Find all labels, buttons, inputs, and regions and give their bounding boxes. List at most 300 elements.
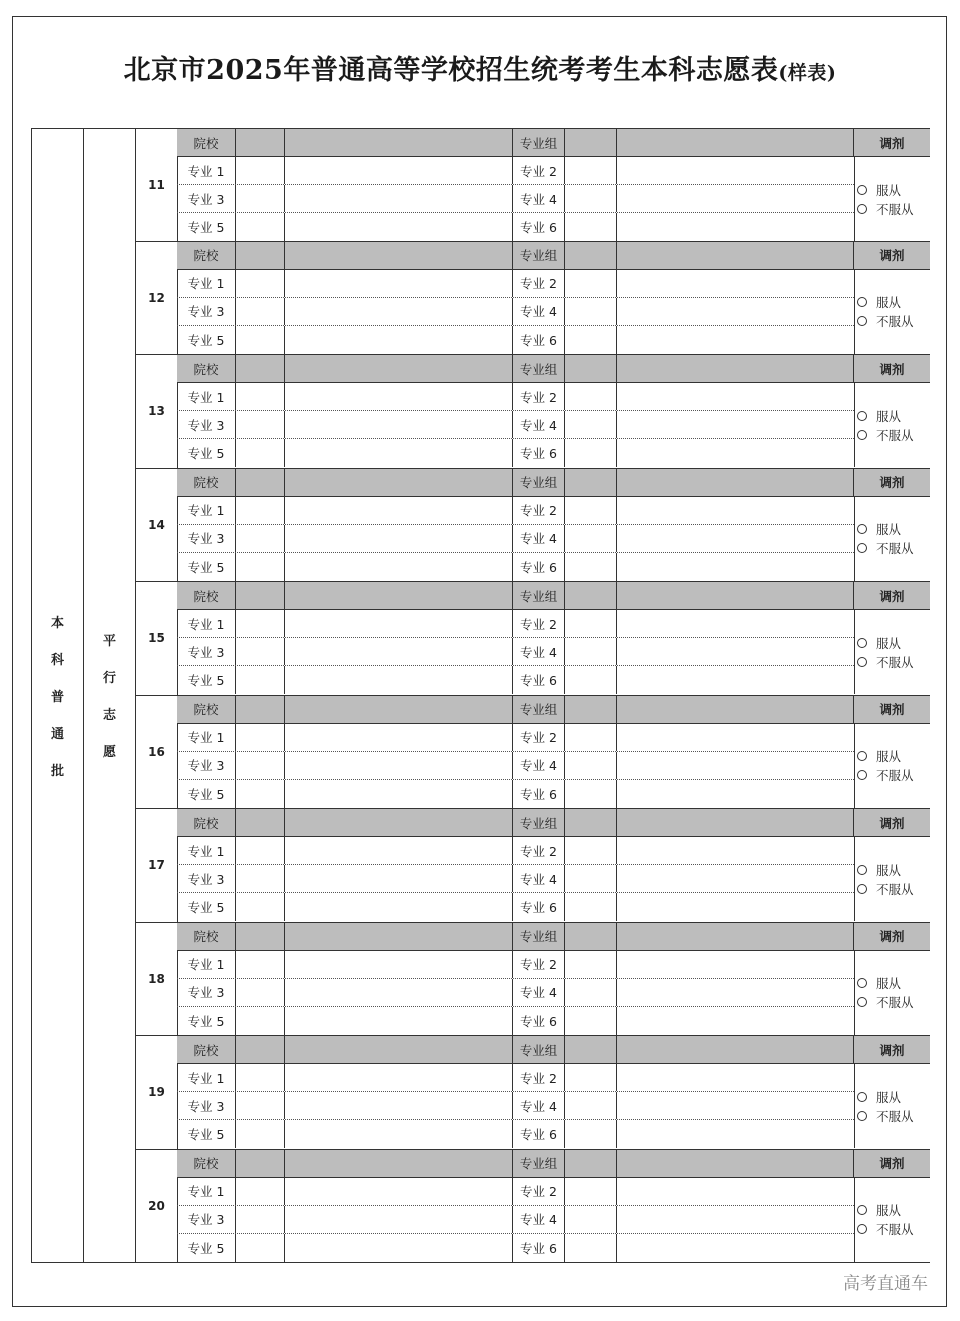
group-name-field[interactable] bbox=[617, 1150, 854, 1177]
major-code-field[interactable] bbox=[236, 638, 285, 665]
major-name-field[interactable] bbox=[285, 979, 513, 1006]
major-name-field[interactable] bbox=[617, 1234, 854, 1262]
major-name-field[interactable] bbox=[285, 383, 513, 410]
major-name-field[interactable] bbox=[617, 213, 854, 241]
radio-circle-icon[interactable] bbox=[857, 1111, 867, 1121]
group-name-field[interactable] bbox=[617, 923, 854, 950]
major-name-field[interactable] bbox=[285, 497, 513, 524]
major-name-field[interactable] bbox=[285, 1092, 513, 1119]
major-row bbox=[177, 1064, 930, 1092]
major-code-field[interactable] bbox=[236, 666, 285, 694]
school-name-field[interactable] bbox=[285, 696, 513, 723]
major-code-field[interactable] bbox=[236, 157, 285, 184]
major-name-field[interactable] bbox=[285, 553, 513, 581]
group-label: 专业组 bbox=[513, 696, 565, 723]
major-name-field[interactable] bbox=[617, 1178, 854, 1205]
major-name-field[interactable] bbox=[617, 837, 854, 864]
accept-option[interactable] bbox=[857, 1201, 930, 1220]
choice-number: 13 bbox=[136, 355, 178, 468]
decline-option[interactable] bbox=[857, 425, 930, 444]
school-label: 院校 bbox=[177, 923, 236, 950]
major-name-field[interactable] bbox=[285, 780, 513, 808]
decline-label: 不服从 bbox=[876, 427, 914, 443]
major-code-field[interactable] bbox=[236, 525, 285, 552]
group-name-field[interactable] bbox=[617, 469, 854, 496]
major-label: 专业 2 bbox=[513, 383, 565, 410]
major-code-field[interactable] bbox=[565, 865, 617, 892]
decline-label: 不服从 bbox=[876, 881, 914, 897]
group-name-field[interactable] bbox=[617, 582, 854, 609]
major-name-field[interactable] bbox=[617, 326, 854, 354]
school-row bbox=[177, 923, 930, 951]
major-code-field[interactable] bbox=[236, 439, 285, 467]
batch_label-char: 普 bbox=[50, 690, 64, 705]
accept-option[interactable] bbox=[857, 974, 930, 993]
accept-label: 服从 bbox=[876, 182, 902, 198]
major-label: 专业 3 bbox=[177, 525, 236, 552]
major-code-field[interactable] bbox=[565, 185, 617, 212]
major-code-field[interactable] bbox=[565, 752, 617, 779]
decline-label: 不服从 bbox=[876, 1222, 914, 1237]
radio-circle-icon[interactable] bbox=[857, 997, 867, 1007]
accept-option[interactable] bbox=[857, 1087, 930, 1106]
accept-option[interactable] bbox=[857, 180, 930, 199]
major-code-field[interactable] bbox=[236, 383, 285, 410]
major-name-field[interactable] bbox=[285, 951, 513, 978]
decline-option[interactable] bbox=[857, 879, 930, 898]
school-name-field[interactable] bbox=[285, 923, 513, 950]
decline-option[interactable] bbox=[857, 652, 930, 671]
major-name-field[interactable] bbox=[285, 525, 513, 552]
school-code-field[interactable] bbox=[236, 1036, 285, 1063]
major-label: 专业 6 bbox=[513, 780, 565, 808]
major-row bbox=[177, 439, 930, 467]
major-name-field[interactable] bbox=[617, 185, 854, 212]
major-name-field[interactable] bbox=[617, 666, 854, 694]
school-label: 院校 bbox=[177, 469, 236, 496]
major-row bbox=[177, 213, 930, 241]
group-name-field[interactable] bbox=[617, 242, 854, 269]
radio-circle-icon[interactable] bbox=[857, 770, 867, 780]
school-name-field[interactable] bbox=[285, 129, 513, 156]
major-label: 专业 6 bbox=[513, 1120, 565, 1148]
group-label: 专业组 bbox=[513, 582, 565, 609]
major-label: 专业 5 bbox=[177, 553, 236, 581]
major-label: 专业 2 bbox=[513, 157, 565, 184]
radio-circle-icon[interactable] bbox=[857, 430, 867, 440]
radio-circle-icon[interactable] bbox=[857, 411, 867, 421]
school-name-field[interactable] bbox=[285, 355, 513, 382]
adjust-label: 调剂 bbox=[879, 815, 905, 831]
major-code-field[interactable] bbox=[236, 752, 285, 779]
decline-option[interactable] bbox=[857, 993, 930, 1012]
adjust-label: 调剂 bbox=[879, 248, 905, 263]
major-name-field[interactable] bbox=[285, 157, 513, 184]
major-name-field[interactable] bbox=[617, 1120, 854, 1148]
major-name-field[interactable] bbox=[617, 865, 854, 892]
major-code-field[interactable] bbox=[565, 1234, 617, 1262]
major-code-field[interactable] bbox=[565, 1064, 617, 1091]
school-name-field[interactable] bbox=[285, 242, 513, 269]
major-name-field[interactable] bbox=[285, 439, 513, 467]
adjust-options bbox=[854, 270, 930, 354]
radio-circle-icon[interactable] bbox=[857, 1092, 867, 1102]
major-name-field[interactable] bbox=[617, 752, 854, 779]
accept-label: 服从 bbox=[876, 408, 902, 424]
adjust-label: 调剂 bbox=[879, 702, 905, 717]
major-name-field[interactable] bbox=[285, 865, 513, 892]
major-name-field[interactable] bbox=[285, 1007, 513, 1035]
major-code-field[interactable] bbox=[565, 553, 617, 581]
decline-label: 不服从 bbox=[876, 1108, 914, 1124]
choice-block bbox=[136, 923, 930, 1037]
accept-option[interactable] bbox=[857, 293, 930, 312]
major-code-field[interactable] bbox=[236, 1234, 285, 1262]
major-name-field[interactable] bbox=[285, 185, 513, 212]
major-code-field[interactable] bbox=[565, 893, 617, 921]
major-row bbox=[177, 298, 930, 326]
decline-label: 不服从 bbox=[876, 995, 914, 1010]
major-code-field[interactable] bbox=[236, 780, 285, 808]
adjust-label: 调剂 bbox=[879, 1042, 905, 1058]
major-code-field[interactable] bbox=[565, 298, 617, 325]
major-row bbox=[177, 270, 930, 298]
major-row bbox=[177, 610, 930, 638]
group-code-field[interactable] bbox=[565, 469, 617, 496]
adjust-label: 调剂 bbox=[879, 475, 905, 490]
decline-label: 不服从 bbox=[876, 768, 914, 783]
accept-option[interactable] bbox=[857, 406, 930, 425]
school-code-field[interactable] bbox=[236, 242, 285, 269]
radio-circle-icon[interactable] bbox=[857, 1224, 867, 1234]
major-code-field[interactable] bbox=[236, 1007, 285, 1035]
major-name-field[interactable] bbox=[617, 1206, 854, 1233]
major-code-field[interactable] bbox=[236, 893, 285, 921]
major-label: 专业 1 bbox=[177, 1178, 236, 1205]
accept-label: 服从 bbox=[876, 862, 902, 878]
accept-label: 服从 bbox=[876, 976, 902, 991]
choice-block bbox=[136, 242, 930, 356]
major-name-field[interactable] bbox=[285, 1178, 513, 1205]
group-code-field[interactable] bbox=[565, 129, 617, 156]
group-label: 专业组 bbox=[513, 129, 565, 156]
major-code-field[interactable] bbox=[565, 666, 617, 694]
major-name-field[interactable] bbox=[617, 298, 854, 325]
major-name-field[interactable] bbox=[617, 525, 854, 552]
major-name-field[interactable] bbox=[617, 439, 854, 467]
decline-label: 不服从 bbox=[876, 654, 914, 670]
major-name-field[interactable] bbox=[285, 411, 513, 438]
group-name-field[interactable] bbox=[617, 809, 854, 836]
radio-circle-icon[interactable] bbox=[857, 751, 867, 761]
major-code-field[interactable] bbox=[565, 724, 617, 751]
decline-label: 不服从 bbox=[876, 541, 914, 556]
accept-option[interactable] bbox=[857, 747, 930, 766]
major-label: 专业 2 bbox=[513, 951, 565, 978]
mode_label-char: 行 bbox=[102, 671, 116, 686]
major-label: 专业 4 bbox=[513, 752, 565, 779]
major-row bbox=[177, 638, 930, 666]
school-code-field[interactable] bbox=[236, 923, 285, 950]
major-code-field[interactable] bbox=[236, 1092, 285, 1119]
accept-option[interactable] bbox=[857, 860, 930, 879]
batch_label-char: 通 bbox=[50, 727, 64, 742]
major-name-field[interactable] bbox=[285, 724, 513, 751]
major-code-field[interactable] bbox=[565, 951, 617, 978]
major-code-field[interactable] bbox=[236, 610, 285, 637]
radio-circle-icon[interactable] bbox=[857, 657, 867, 667]
major-name-field[interactable] bbox=[617, 497, 854, 524]
decline-option[interactable] bbox=[857, 199, 930, 218]
adjust-options bbox=[854, 497, 930, 581]
major-code-field[interactable] bbox=[565, 157, 617, 184]
major-code-field[interactable] bbox=[565, 270, 617, 297]
major-name-field[interactable] bbox=[617, 951, 854, 978]
major-code-field[interactable] bbox=[236, 1120, 285, 1148]
major-code-field[interactable] bbox=[565, 638, 617, 665]
major-name-field[interactable] bbox=[285, 1206, 513, 1233]
radio-circle-icon[interactable] bbox=[857, 978, 867, 988]
major-code-field[interactable] bbox=[236, 411, 285, 438]
group-label: 专业组 bbox=[513, 809, 565, 836]
batch-column bbox=[31, 128, 83, 1263]
major-name-field[interactable] bbox=[617, 638, 854, 665]
group-name-field[interactable] bbox=[617, 355, 854, 382]
group-code-field[interactable] bbox=[565, 923, 617, 950]
school-name-field[interactable] bbox=[285, 1036, 513, 1063]
major-name-field[interactable] bbox=[617, 553, 854, 581]
group-code-field[interactable] bbox=[565, 1036, 617, 1063]
major-name-field[interactable] bbox=[285, 752, 513, 779]
radio-circle-icon[interactable] bbox=[857, 543, 867, 553]
major-code-field[interactable] bbox=[565, 411, 617, 438]
school-code-field[interactable] bbox=[236, 469, 285, 496]
school-row bbox=[177, 469, 930, 497]
major-label: 专业 4 bbox=[513, 411, 565, 438]
choice-block bbox=[136, 469, 930, 583]
major-code-field[interactable] bbox=[236, 270, 285, 297]
major-code-field[interactable] bbox=[236, 724, 285, 751]
decline-option[interactable] bbox=[857, 1106, 930, 1125]
decline-option[interactable] bbox=[857, 766, 930, 785]
radio-circle-icon[interactable] bbox=[857, 185, 867, 195]
school-name-field[interactable] bbox=[285, 809, 513, 836]
major-row bbox=[177, 157, 930, 185]
major-name-field[interactable] bbox=[285, 270, 513, 297]
major-label: 专业 2 bbox=[513, 1178, 565, 1205]
radio-circle-icon[interactable] bbox=[857, 865, 867, 875]
major-label: 专业 6 bbox=[513, 893, 565, 921]
choices-grid bbox=[135, 128, 930, 1263]
group-code-field[interactable] bbox=[565, 355, 617, 382]
school-row bbox=[177, 696, 930, 724]
choice-block bbox=[136, 1150, 930, 1264]
radio-circle-icon[interactable] bbox=[857, 204, 867, 214]
major-name-field[interactable] bbox=[285, 1064, 513, 1091]
group-code-field[interactable] bbox=[565, 242, 617, 269]
major-code-field[interactable] bbox=[565, 1092, 617, 1119]
major-code-field[interactable] bbox=[565, 1206, 617, 1233]
school-row bbox=[177, 582, 930, 610]
group-code-field[interactable] bbox=[565, 696, 617, 723]
major-label: 专业 5 bbox=[177, 439, 236, 467]
adjust-options bbox=[854, 1178, 930, 1262]
school-code-field[interactable] bbox=[236, 809, 285, 836]
major-code-field[interactable] bbox=[236, 1178, 285, 1205]
school-name-field[interactable] bbox=[285, 582, 513, 609]
radio-circle-icon[interactable] bbox=[857, 524, 867, 534]
major-code-field[interactable] bbox=[236, 837, 285, 864]
major-name-field[interactable] bbox=[617, 411, 854, 438]
major-code-field[interactable] bbox=[565, 979, 617, 1006]
major-label: 专业 5 bbox=[177, 666, 236, 694]
major-label: 专业 6 bbox=[513, 326, 565, 354]
group-code-field[interactable] bbox=[565, 582, 617, 609]
major-row bbox=[177, 865, 930, 893]
major-code-field[interactable] bbox=[565, 213, 617, 241]
major-row bbox=[177, 979, 930, 1007]
major-code-field[interactable] bbox=[565, 525, 617, 552]
major-code-field[interactable] bbox=[236, 951, 285, 978]
major-code-field[interactable] bbox=[565, 1178, 617, 1205]
major-row bbox=[177, 411, 930, 439]
major-name-field[interactable] bbox=[285, 666, 513, 694]
decline-option[interactable] bbox=[857, 1220, 930, 1239]
major-name-field[interactable] bbox=[285, 893, 513, 921]
group-name-field[interactable] bbox=[617, 696, 854, 723]
accept-option[interactable] bbox=[857, 520, 930, 539]
major-code-field[interactable] bbox=[565, 497, 617, 524]
group-name-field[interactable] bbox=[617, 1036, 854, 1063]
school-code-field[interactable] bbox=[236, 696, 285, 723]
major-name-field[interactable] bbox=[617, 780, 854, 808]
accept-label: 服从 bbox=[876, 522, 902, 537]
decline-option[interactable] bbox=[857, 312, 930, 331]
major-label: 专业 5 bbox=[177, 213, 236, 241]
major-row bbox=[177, 724, 930, 752]
major-label: 专业 4 bbox=[513, 1206, 565, 1233]
major-label: 专业 1 bbox=[177, 383, 236, 410]
major-name-field[interactable] bbox=[617, 610, 854, 637]
radio-circle-icon[interactable] bbox=[857, 638, 867, 648]
major-code-field[interactable] bbox=[236, 298, 285, 325]
major-code-field[interactable] bbox=[236, 497, 285, 524]
radio-circle-icon[interactable] bbox=[857, 1205, 867, 1215]
decline-option[interactable] bbox=[857, 539, 930, 558]
major-label: 专业 3 bbox=[177, 1206, 236, 1233]
major-name-field[interactable] bbox=[617, 270, 854, 297]
major-row bbox=[177, 497, 930, 525]
group-name-field[interactable] bbox=[617, 129, 854, 156]
radio-circle-icon[interactable] bbox=[857, 316, 867, 326]
major-row bbox=[177, 780, 930, 808]
school-row bbox=[177, 1150, 930, 1178]
group-label: 专业组 bbox=[513, 242, 565, 269]
major-code-field[interactable] bbox=[565, 780, 617, 808]
school-name-field[interactable] bbox=[285, 469, 513, 496]
major-code-field[interactable] bbox=[236, 1064, 285, 1091]
group-code-field[interactable] bbox=[565, 1150, 617, 1177]
school-row bbox=[177, 355, 930, 383]
mode_label-char: 志 bbox=[102, 708, 116, 723]
adjust-options bbox=[854, 610, 930, 694]
accept-label: 服从 bbox=[876, 1089, 902, 1105]
major-code-field[interactable] bbox=[236, 1206, 285, 1233]
school-code-field[interactable] bbox=[236, 1150, 285, 1177]
major-name-field[interactable] bbox=[285, 1234, 513, 1262]
choice-block bbox=[136, 355, 930, 469]
major-name-field[interactable] bbox=[285, 298, 513, 325]
major-code-field[interactable] bbox=[236, 326, 285, 354]
accept-label: 服从 bbox=[876, 295, 902, 310]
school-code-field[interactable] bbox=[236, 355, 285, 382]
major-name-field[interactable] bbox=[617, 1007, 854, 1035]
major-code-field[interactable] bbox=[236, 865, 285, 892]
school-label: 院校 bbox=[177, 1036, 236, 1063]
major-name-field[interactable] bbox=[285, 1120, 513, 1148]
adjust-options bbox=[854, 951, 930, 1035]
major-row bbox=[177, 525, 930, 553]
major-code-field[interactable] bbox=[565, 439, 617, 467]
major-code-field[interactable] bbox=[236, 185, 285, 212]
major-name-field[interactable] bbox=[285, 610, 513, 637]
major-name-field[interactable] bbox=[285, 638, 513, 665]
major-name-field[interactable] bbox=[617, 893, 854, 921]
major-name-field[interactable] bbox=[617, 1064, 854, 1091]
major-code-field[interactable] bbox=[236, 553, 285, 581]
major-code-field[interactable] bbox=[565, 1120, 617, 1148]
major-name-field[interactable] bbox=[617, 979, 854, 1006]
mode_label-char: 愿 bbox=[102, 745, 116, 760]
major-code-field[interactable] bbox=[565, 326, 617, 354]
radio-circle-icon[interactable] bbox=[857, 884, 867, 894]
major-name-field[interactable] bbox=[617, 383, 854, 410]
adjust-label: 调剂 bbox=[879, 588, 905, 604]
major-name-field[interactable] bbox=[617, 724, 854, 751]
major-name-field[interactable] bbox=[617, 1092, 854, 1119]
major-name-field[interactable] bbox=[285, 326, 513, 354]
radio-circle-icon[interactable] bbox=[857, 297, 867, 307]
major-code-field[interactable] bbox=[565, 837, 617, 864]
major-code-field[interactable] bbox=[236, 213, 285, 241]
accept-option[interactable] bbox=[857, 633, 930, 652]
major-name-field[interactable] bbox=[285, 837, 513, 864]
major-label: 专业 2 bbox=[513, 497, 565, 524]
school-name-field[interactable] bbox=[285, 1150, 513, 1177]
major-row bbox=[177, 1092, 930, 1120]
major-row bbox=[177, 837, 930, 865]
school-row bbox=[177, 809, 930, 837]
major-label: 专业 2 bbox=[513, 724, 565, 751]
major-label: 专业 1 bbox=[177, 610, 236, 637]
major-name-field[interactable] bbox=[285, 213, 513, 241]
major-code-field[interactable] bbox=[565, 1007, 617, 1035]
decline-label: 不服从 bbox=[876, 201, 914, 217]
group-code-field[interactable] bbox=[565, 809, 617, 836]
school-label: 院校 bbox=[177, 1150, 236, 1177]
major-code-field[interactable] bbox=[565, 383, 617, 410]
choice-number: 18 bbox=[136, 923, 178, 1036]
major-code-field[interactable] bbox=[565, 610, 617, 637]
major-name-field[interactable] bbox=[617, 157, 854, 184]
school-row bbox=[177, 1036, 930, 1064]
major-label: 专业 1 bbox=[177, 1064, 236, 1091]
school-code-field[interactable] bbox=[236, 129, 285, 156]
choice-number: 17 bbox=[136, 809, 178, 922]
major-label: 专业 6 bbox=[513, 666, 565, 694]
school-code-field[interactable] bbox=[236, 582, 285, 609]
major-code-field[interactable] bbox=[236, 979, 285, 1006]
